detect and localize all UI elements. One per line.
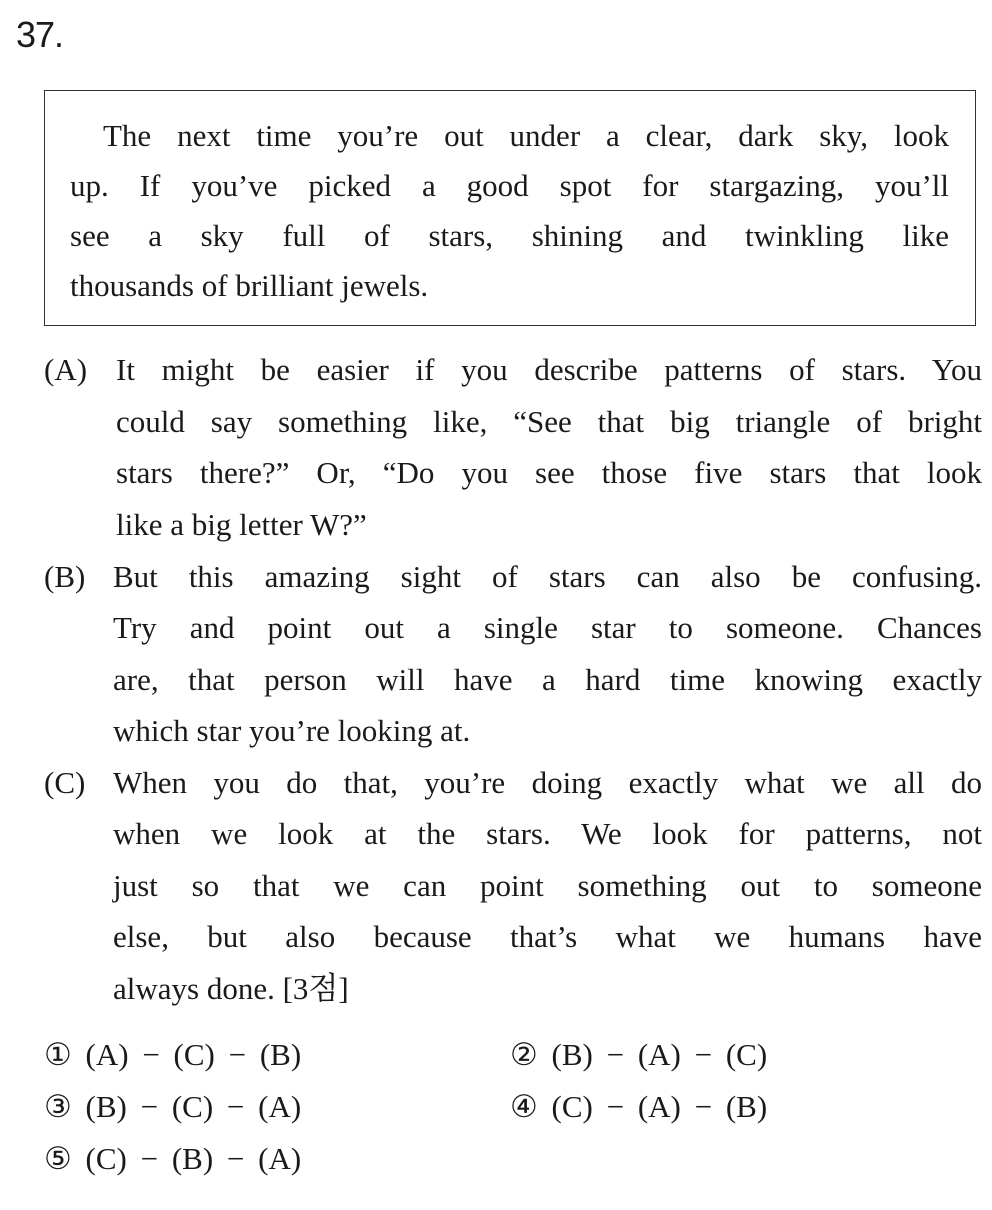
paragraph-a-line: stars there?” Or, “Do you see those five stars that look — [116, 455, 982, 490]
intro-line: see a sky full of stars, shining and twinkling like — [70, 218, 949, 253]
choice-1[interactable]: ① (A) − (C) − (B) — [44, 1037, 302, 1072]
paragraph-label-b: (B) — [44, 559, 86, 594]
paragraph-c-line: always done. [3점] — [113, 971, 349, 1006]
intro-line: up. If you’ve picked a good spot for stargazing, you’ll — [70, 168, 949, 203]
paragraph-a-line: It might be easier if you describe patterns of stars. You — [116, 352, 982, 387]
paragraph-c-line: just so that we can point something out to someone — [113, 868, 982, 903]
paragraph-b-line: But this amazing sight of stars can also be confusing. — [113, 559, 982, 594]
intro-line: thousands of brilliant jewels. — [70, 268, 429, 303]
paragraph-c-line: when we look at the stars. We look for patterns, not — [113, 816, 982, 851]
paragraph-a-line: like a big letter W?” — [116, 507, 367, 542]
question-number: 37. — [16, 14, 64, 55]
paragraph-a-line: could say something like, “See that big triangle of bright — [116, 404, 982, 439]
paragraph-c-line: When you do that, you’re doing exactly what we all do — [113, 765, 982, 800]
paragraph-b-line: are, that person will have a hard time knowing exactly — [113, 662, 982, 697]
choice-2[interactable]: ② (B) − (A) − (C) — [510, 1037, 768, 1072]
paragraph-b-line: Try and point out a single star to someone. Chances — [113, 610, 982, 645]
paragraph-c-line: else, but also because that’s what we humans have — [113, 919, 982, 954]
paragraph-label-a: (A) — [44, 352, 88, 387]
paragraph-b-line: which star you’re looking at. — [113, 713, 471, 748]
paragraph-label-c: (C) — [44, 765, 86, 800]
intro-line: The next time you’re out under a clear, dark sky, look — [103, 118, 949, 153]
choice-3[interactable]: ③ (B) − (C) − (A) — [44, 1089, 302, 1124]
choice-4[interactable]: ④ (C) − (A) − (B) — [510, 1089, 768, 1124]
choice-5[interactable]: ⑤ (C) − (B) − (A) — [44, 1141, 302, 1176]
